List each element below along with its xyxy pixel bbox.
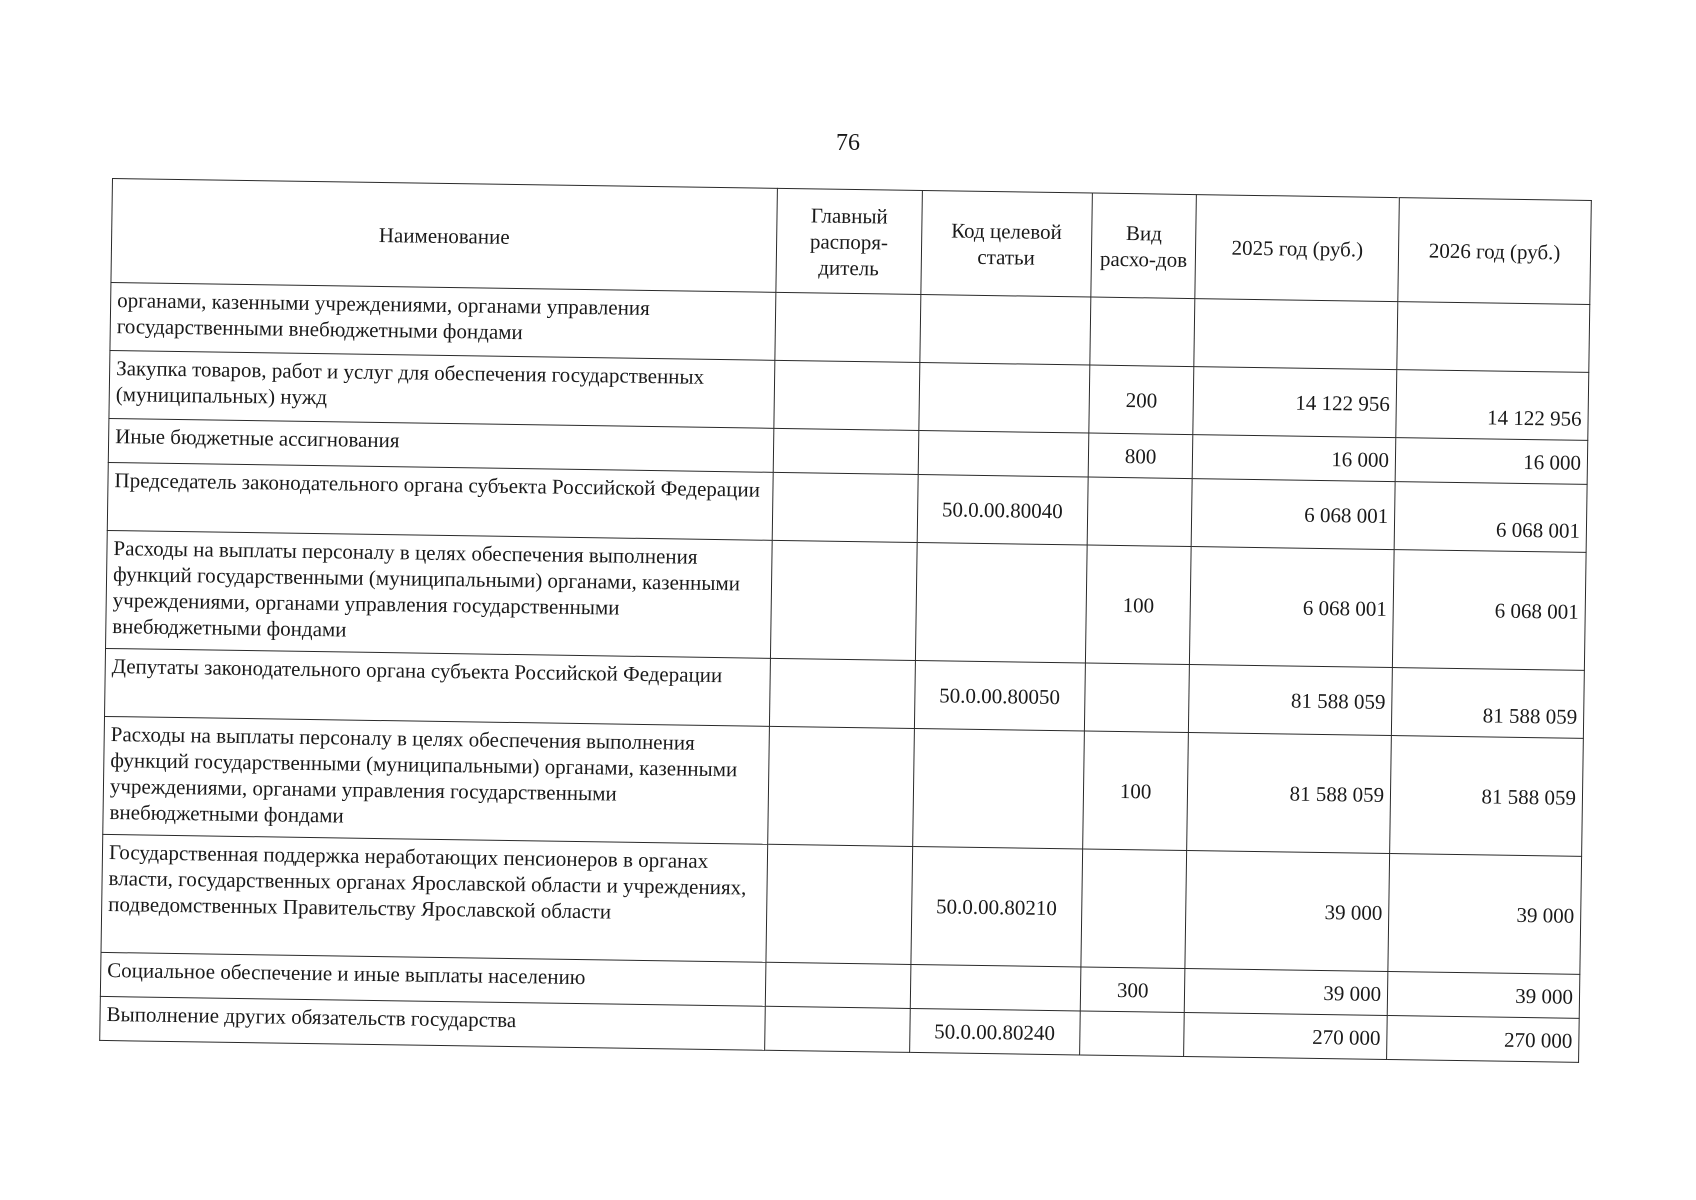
header-2026: 2026 год (руб.) [1398, 198, 1591, 305]
page-number: 76 [836, 130, 860, 156]
row-name: Выполнение других обязательств государства [100, 996, 766, 1050]
row-code [919, 295, 1090, 366]
row-name: Расходы на выплаты персоналу в целях обеспечения выполнения функций государственными (муниципальными) органами, казенными учреждениями, органами управления государственными внебюджетными фондами [103, 716, 770, 844]
row-manager [774, 360, 919, 430]
budget-table [99, 178, 1592, 1063]
row-code: 50.0.00.80240 [909, 1008, 1080, 1055]
row-code [915, 542, 1087, 663]
row-manager [766, 844, 912, 964]
row-kind: 100 [1083, 731, 1189, 851]
row-2026 [1397, 302, 1590, 373]
row-2025: 16 000 [1193, 435, 1396, 482]
row-name: Государственная поддержка неработающих пенсионеров в органах власти, государственных органах Ярославской области и учреждениях, подведомственных Правительству Ярославской области [101, 834, 768, 962]
row-kind [1090, 297, 1196, 367]
row-kind: 800 [1088, 433, 1193, 479]
row-code: 50.0.00.80040 [917, 474, 1088, 545]
row-name: Депутаты законодательного органа субъекта Российской Федерации [105, 648, 771, 726]
row-name: Председатель законодательного органа субъекта Российской Федерации [107, 462, 773, 540]
row-kind: 200 [1089, 365, 1195, 435]
row-2026: 39 000 [1388, 854, 1582, 975]
row-2026: 16 000 [1395, 438, 1588, 485]
header-manager: Главный распоря-дитель [776, 188, 922, 294]
row-manager [770, 658, 915, 728]
row-2025 [1194, 299, 1398, 370]
table-row [106, 530, 1587, 670]
row-kind [1081, 849, 1187, 969]
row-kind [1084, 663, 1190, 733]
row-code [918, 362, 1089, 433]
row-2026: 6 068 001 [1394, 482, 1587, 553]
row-manager [768, 726, 914, 846]
row-code [918, 430, 1089, 477]
row-name: Социальное обеспечение и иные выплаты населению [100, 952, 766, 1006]
row-2026: 14 122 956 [1396, 370, 1589, 441]
row-manager [773, 428, 918, 474]
header-2025: 2025 год (руб.) [1195, 195, 1399, 302]
row-2025: 14 122 956 [1193, 367, 1397, 438]
row-name: органами, казенными учреждениями, органами управления государственными внебюджетными фондами [110, 282, 776, 360]
row-2025: 81 588 059 [1187, 733, 1391, 854]
row-2026: 39 000 [1387, 972, 1580, 1019]
row-name: Расходы на выплаты персоналу в целях обеспечения выполнения функций государственными (муниципальными) органами, казенными учреждениями, органами управления государственными внебюджетными фондами [106, 530, 773, 658]
row-kind: 100 [1085, 545, 1191, 665]
row-2025: 39 000 [1185, 969, 1388, 1016]
row-2025: 81 588 059 [1189, 665, 1393, 736]
row-2026: 6 068 001 [1392, 550, 1586, 671]
row-kind [1087, 477, 1193, 547]
row-2025: 39 000 [1185, 851, 1389, 972]
row-code [912, 728, 1084, 849]
row-code: 50.0.00.80210 [910, 846, 1082, 967]
table-row [101, 834, 1582, 974]
row-code: 50.0.00.80050 [914, 660, 1085, 731]
row-2025: 6 068 001 [1192, 479, 1396, 550]
header-kind: Вид расхо-дов [1091, 193, 1197, 299]
row-code [910, 964, 1081, 1011]
row-kind [1079, 1011, 1184, 1057]
row-manager [765, 1006, 910, 1052]
header-name: Наименование [111, 179, 778, 293]
row-name: Закупка товаров, работ и услуг для обеспечения государственных (муниципальных) нужд [109, 350, 775, 428]
row-2026: 81 588 059 [1391, 668, 1584, 739]
table-row [103, 716, 1584, 856]
row-2025: 6 068 001 [1190, 547, 1394, 668]
budget-table-sheet [99, 178, 1592, 1063]
row-manager [775, 292, 920, 362]
row-2026: 81 588 059 [1390, 736, 1584, 857]
row-manager [765, 962, 910, 1008]
row-manager [771, 540, 917, 660]
row-kind: 300 [1080, 967, 1185, 1013]
row-2025: 270 000 [1184, 1013, 1387, 1060]
row-2026: 270 000 [1387, 1016, 1580, 1063]
row-name: Иные бюджетные ассигнования [108, 418, 774, 472]
row-manager [772, 472, 917, 542]
header-code: Код целевой статьи [920, 191, 1092, 298]
